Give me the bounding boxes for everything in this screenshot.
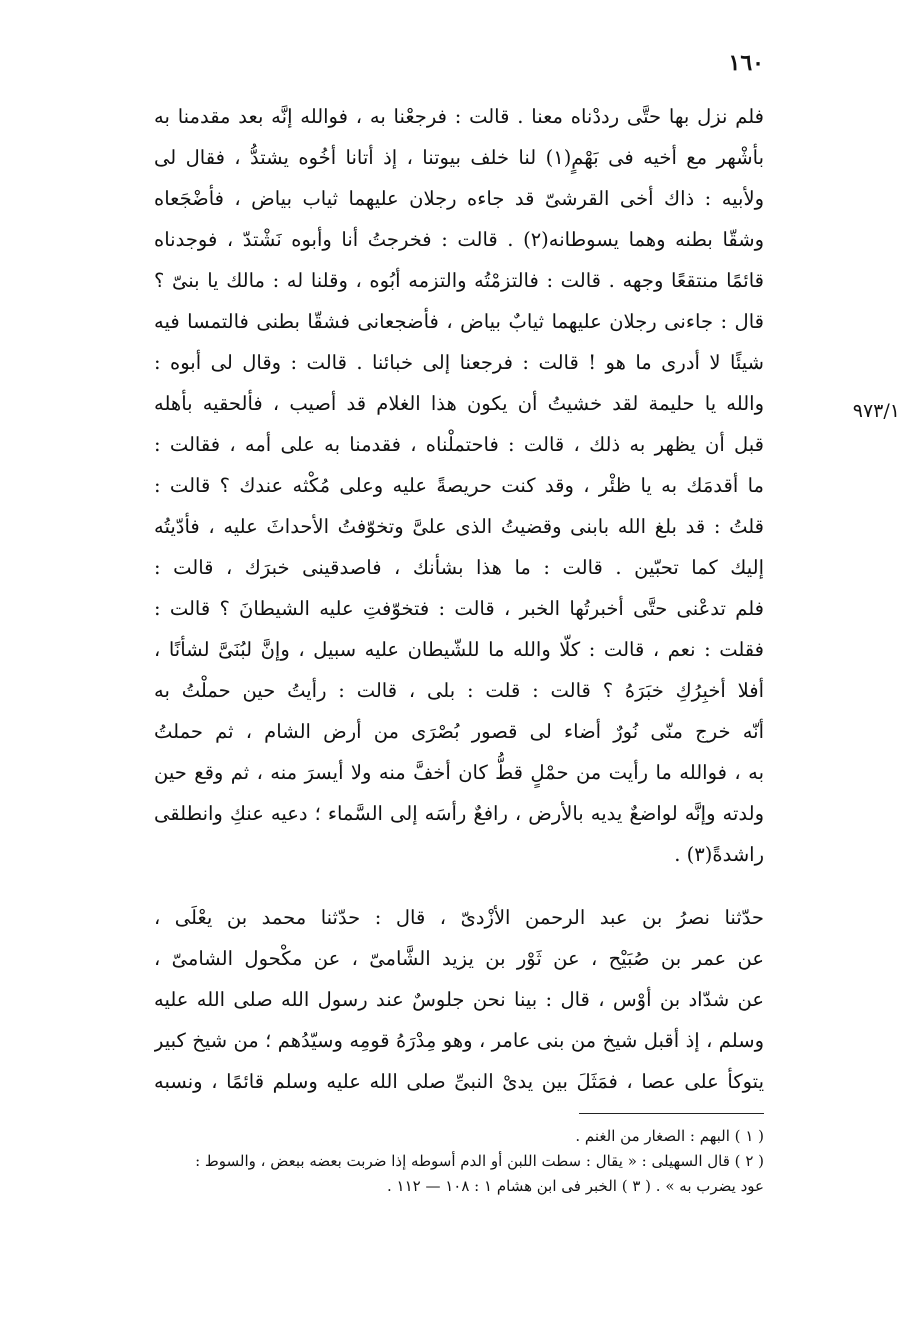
text-line: راشدةً(٣) . [674,843,764,866]
text-line: وسلم ، إذ أقبل شيخ من بنى عامر ، وهو مِدْرَهُ قومِه وسيّدُهم ؛ من شيخ كبير [154,1029,764,1052]
main-text [154,96,764,1102]
text-line: بأشْهر مع أخيه فى بَهْمٍ(١) لنا خلف بيوتنا ، إذ أتانا أخُوه يشتدُّ ، فقال لى [154,146,764,169]
text-line: أنّه خرج منّى نُورٌ أضاء لى قصور بُصْرَى من أرض الشام ، ثم حملتُ [154,720,764,743]
text-line: قائمًا منتقعًا وجهه . قالت : فالتزمْتُه والتزمه أبُوه ، وقلنا له : مالك يا بنىّ ؟ [154,269,764,292]
text-line: شيئًا لا أدرى ما هو ! قالت : فرجعنا إلى خبائنا . قالت : وقال لى أبوه : [154,351,764,374]
text-line: قال : جاءنى رجلان عليهما ثيابٌ بياض ، فأضجعانى فشقّا بطنى فالتمسا فيه [154,310,764,333]
text-line: فلم تدعْنى حتَّى أخبرتُها الخبر ، قالت : فتخوّفتِ عليه الشيطانَ ؟ قالت : [154,597,764,620]
text-line: والله يا حليمة لقد خشيتُ أن يكون هذا الغلام قد أصيب ، فألحقيه بأهله [154,392,764,415]
text-line: يتوكأ على عصا ، فمَثَلَ بين يدىْ النبىِّ صلى الله عليه وسلم قائمًا ، ونسبه [154,1070,764,1093]
text-line: ما أقدمَك به يا ظئْر ، وقد كنت حريصةً عليه وعلى مُكْثه عندك ؟ قالت : [154,474,764,497]
text-line: عن شدّاد بن أوْس ، قال : بينا نحن جلوسٌ عند رسول الله صلى الله عليه [154,988,764,1011]
text-line: حدّثنا نصرُ بن عبد الرحمن الأزْدىّ ، قال : حدّثنا محمد بن يعْلَى ، [154,906,764,929]
text-line: ولدته وإنَّه لواضعٌ يديه بالأرض ، رافعٌ رأسَه إلى السَّماء ؛ دعيه عنكِ وانطلقى [154,802,764,825]
paragraph-2 [154,897,764,1102]
page-number: ١٦٠ [728,50,764,76]
text-line: إليك كما تحبّين . قالت : ما هذا بشأنك ، فاصدقينى خبرَك ، قالت : [154,556,764,579]
footnote-line: عود يضرب به » . ( ٣ ) الخبر فى ابن هشام ١ : ١٠٨ — ١١٢ . [386,1177,764,1195]
text-line: ولأبيه : ذاك أخى القرشىّ قد جاءه رجلان عليهما ثياب بياض ، فأضْجَعاه [154,187,764,210]
text-line: فقلت : نعم ، قالت : كلّا والله ما للشّيطان عليه سبيل ، وإنَّ لبُنَىَّ لشأنًا ، [154,638,764,661]
text-line: قلتُ : قد بلغ الله بابنى وقضيتُ الذى علىَّ وتخوّفتُ الأحداثَ عليه ، فأدّيتُه [154,515,764,538]
text-line: أفلا أخبِرُكِ خبَرَهُ ؟ قالت : قلت : بلى ، قالت : رأيتُ حين حملْتُ به [154,679,764,702]
paragraph-1 [154,96,764,875]
text-line: به ، فوالله ما رأيت من حمْلٍ قطُّ كان أخفَّ منه ولا أيسرَ منه ، ثم وقع حين [154,761,764,784]
text-line: عن عمر بن صُبَيْح ، عن ثَوْر بن يزيد الشَّامىّ ، عن مكْحول الشامىّ ، [154,947,764,970]
text-line: فلم نزل بها حتَّى رددْناه معنا . قالت : فرجعْنا به ، فوالله إنَّه بعد مقدمنا به [154,105,764,128]
footnote-divider [579,1113,764,1114]
margin-reference: ٩٧٣/١ [852,400,900,422]
paragraph-gap [154,875,764,897]
text-line: وشقّا بطنه وهما يسوطانه(٢) . قالت : فخرجتُ أنا وأبوه نَشْتدّ ، فوجدناه [154,228,764,251]
text-line: قبل أن يظهر به ذلك ، قالت : فاحتملْناه ، فقدمنا به على أمه ، فقالت : [154,433,764,456]
footnote-line: ( ٢ ) قال السهيلى : « يقال : سطت اللبن أو الدم أسوطه إذا ضربت بعضه ببعض ، والسوط : [195,1152,764,1170]
footnote-line: ( ١ ) البهم : الصغار من الغنم . [575,1127,764,1145]
footnotes [154,1124,764,1199]
